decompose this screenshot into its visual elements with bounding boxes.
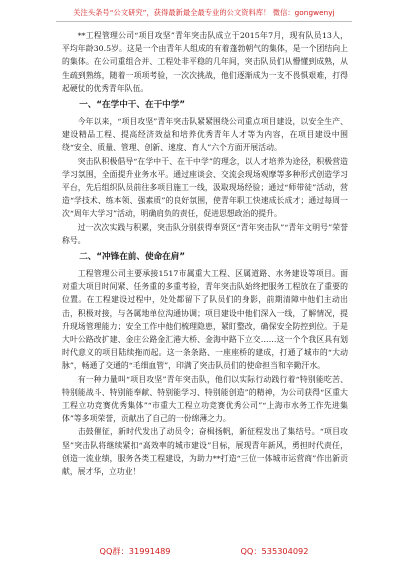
top-banner: 关注头条号“公文研究”，获得最新最全最专业的公文资料库！ 微信：gongwenyj bbox=[73, 8, 335, 17]
header-divider bbox=[56, 21, 352, 22]
body-paragraph: 击鼓催征，新时代发出了动员令；奋楫扬帆，新征程发出了集结号。“项目攻坚”突击队将继续紧扣“高效率的城市建设”目标，展现青年新风，勇担时代责任，创造一流业绩，服务各类工程建设，为助力**打造“三位一体城市运营商”作出新贡献，展才华，立功业！ bbox=[62, 427, 348, 477]
body-paragraph: 今年以来，“项目攻坚”青年突击队紧紧围绕公司重点项目建设，以安全生产、建设精品工程、提高经济效益和培养优秀青年人才等为内容，在项目建设中围绕“安全、质量、管理、创新、速度、育人”六个方面开展活动。 bbox=[62, 117, 348, 153]
body-paragraph: 有一种力量叫“项目攻坚”青年突击队，他们以实际行动践行着“特别能吃苦、特别能战斗、特别能奉献、特别能学习、特别能创造”的精神，为公司获得“区重大工程立功竞赛优秀集体”“市重大工程立功竞赛优秀公司”“上海市水务工作先进集体”等多项荣誉，贡献出了自己的一份绵薄之力。 bbox=[62, 374, 348, 424]
body-paragraph: 过一次次实践与积累，突击队分别获得奉贤区“青年突击队”“青年文明号”荣誉称号。 bbox=[62, 222, 348, 245]
footer-qq-group: QQ群：31991489 bbox=[99, 546, 171, 556]
footer-qq: QQ：535304092 bbox=[240, 546, 309, 556]
section-heading-2: 二、“冲锋在前、使命在肩” bbox=[79, 252, 186, 263]
body-paragraph: 突击队积极倡导“在学中干、在干中学”的理念，以人才培养为途径，积极营造学习氛围，全面提升业务水平。通过座谈会、交流会现场观摩等多种形式创造学习平台，先后组织队员前往多项目施工一线，汲取现场经验；通过“师带徒”活动，营造“学技术、练本领、强素质”的良好氛围，使青年职工快速成长成才；通过每周一次“周年大学习”活动，明确肩负的责任，促进思想政治的提升。 bbox=[62, 156, 348, 219]
document-body bbox=[62, 29, 348, 478]
intro-paragraph: **工程管理公司“项目攻坚”青年突击队成立于2015年7月，现有队员13人，平均年龄30.5岁。这是一个由青年人组成的有着蓬勃朝气的集体，是一个团结向上的集体。在公司重组合并、工程处非平稳的几年间，突击队员们从懵懂到成熟，从生疏到熟练，随着一项项考验，一次次挑战，他们逐渐成为一支不畏惧艰难，打得起硬仗的优秀青年队伍。 bbox=[62, 31, 348, 93]
page-footer bbox=[0, 546, 408, 557]
section-heading-1: 一、“在学中干、在干中学” bbox=[79, 100, 186, 111]
body-paragraph: 工程管理公司主要承接1517市属重大工程、区属道路、水务建设等项目。面对重大项目时间紧、任务重的多重考验，青年突击队始终把服务工程放在了重要的位置。在工程建设过程中，处处都留下了队员们的身影，前期清障中他们主动出击，积极对接，与各属地单位沟通协调；项目建设中他们深入一线，了解情况，提升现场管理能力；安全工作中他们梳理隐患，紧盯整改，确保安全防控到位。于是大叶公路改扩建、金庄公路金汇港大桥、金海中路下立交……这一个个我区具有划时代意义的项目陆续拖而起。这一条条路、一座座桥的建成，打通了城市的“大动脉”，畅通了交通的“毛细血管”，印满了突击队员们的使命担当和辛勤汗水。 bbox=[62, 269, 348, 371]
